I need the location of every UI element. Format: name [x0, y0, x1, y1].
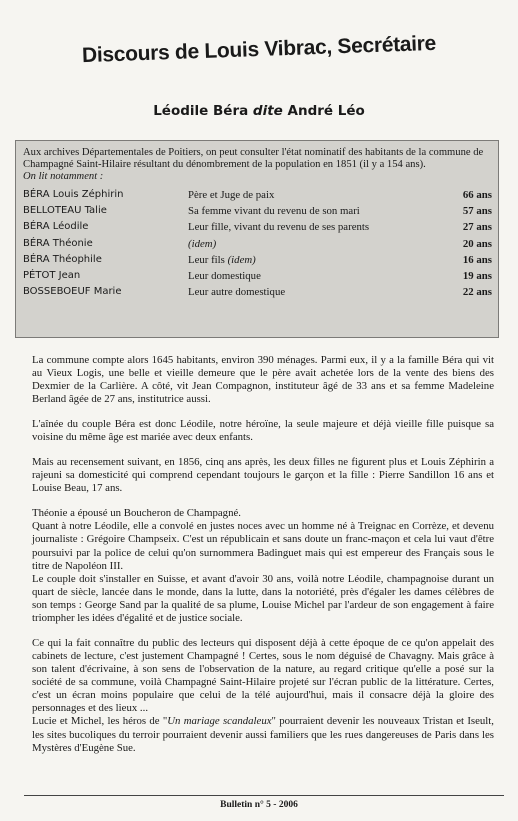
subtitle-alias: André Léo	[287, 103, 365, 119]
census-age: 57 ans	[462, 205, 492, 218]
paragraph: La commune compte alors 1645 habitants, environ 390 ménages. Parmi eux, il y a la famille Béra qui vit au Vieux Logis, une belle et vieille demeure que le père avait achetée lors de la vente des biens des Dexmier de la Carlière. A côté, vit Jean Compagnon, instituteur âgé de 33 ans et sa femme Madeleine Berland âgée de 27 ans, institutrice aussi.	[32, 354, 494, 406]
census-age: 27 ans	[462, 221, 492, 234]
article-body	[32, 354, 494, 755]
census-role	[188, 252, 428, 268]
census-box	[15, 140, 499, 338]
paragraph: Quant à notre Léodile, elle a convolé en justes noces avec un homme né à Treignac en Corrèze, et devenu journaliste : Grégoire Champseix. C'est un républicain et sans doute un franc-maçon et cela lui vaut d'être poursuivi par la police de celui qu'on surnommera Badinguet mais qui est empereur des Français sous le titre de Napoléon III.	[32, 520, 494, 572]
census-role: Leur domestique	[188, 270, 261, 283]
census-row	[23, 219, 492, 235]
footer-rule	[24, 795, 504, 796]
census-row	[23, 252, 492, 268]
census-role: Leur fille, vivant du revenu de ses parents	[188, 221, 370, 234]
paragraph: L'aînée du couple Béra est donc Léodile, notre héroïne, la seule majeure et déjà vieille fille puisque sa voisine du même âge est mariée avec deux enfants.	[32, 418, 494, 444]
census-name: PÉTOT Jean	[23, 270, 81, 282]
census-row	[23, 187, 492, 203]
census-on-lit: On lit notamment :	[23, 171, 104, 182]
census-role-text: Leur fils	[188, 253, 228, 266]
census-role-italic: (idem)	[188, 237, 217, 250]
paragraph: Théonie a épousé un Boucheron de Champagné.	[32, 507, 241, 520]
census-role: Leur autre domestique	[188, 286, 286, 299]
census-name: BOSSEBOEUF Marie	[23, 286, 122, 298]
census-role: Père et Juge de paix	[188, 189, 275, 202]
census-role	[188, 236, 428, 252]
census-role: Sa femme vivant du revenu de son mari	[188, 205, 360, 218]
census-row	[23, 203, 492, 219]
subtitle-name: Léodile Béra	[153, 103, 249, 119]
census-row	[23, 284, 492, 300]
census-age: 19 ans	[462, 270, 492, 283]
page-title: Discours de Louis Vibrac, Secrétaire	[81, 31, 437, 68]
census-name: BÉRA Théophile	[23, 253, 102, 265]
census-role-italic: (idem)	[227, 253, 256, 266]
census-age: 66 ans	[462, 189, 492, 202]
census-age: 16 ans	[462, 253, 492, 266]
census-name: BÉRA Louis Zéphirin	[23, 189, 124, 201]
paragraph: Ce qui la fait connaître du public des lecteurs qui disposent déjà à cette époque de ce qu'on appelait des cabinets de lecture, c'est justement Champagné ! Certes, sous le nom déguisé de Chavagny. Mais grâce à son talent d'écrivaine, à son sens de l'observation de la nature, au regard critique qu'elle a posé sur la société de sa commune, voilà Champagné Saint-Hilaire projeté sur l'écran public de la littérature. Certes, c'est un écran moins populaire que celui de la télé aujourd'hui, mais il consacre déjà la gloire des personnages et des lieux ...	[32, 636, 494, 715]
subtitle	[0, 103, 518, 119]
footer: Bulletin n° 5 - 2006	[220, 800, 298, 810]
paragraph-text: " pourraient devenir les nouveaux Tristan et Iseult, les sites bucoliques du terroir pourraient devenir aussi familiers que les rues dangereuses de Paris dans les Mystères d'Eugène Sue.	[32, 715, 495, 754]
census-row	[23, 236, 492, 252]
census-age: 20 ans	[462, 237, 492, 250]
census-row	[23, 268, 492, 284]
paragraph	[32, 715, 494, 754]
census-table	[23, 187, 492, 300]
paragraph: Mais au recensement suivant, en 1856, cinq ans après, les deux filles ne figurent plus et Louis Zéphirin a rajeuni sa domesticité qui comprend cependant toujours le garçon et la fille : Pierre Sandillon 16 ans et Louise Beau, 17 ans.	[32, 456, 494, 495]
paragraph: Le couple doit s'installer en Suisse, et avant d'avoir 30 ans, voilà notre Léodile, champagnoise durant un quart de siècle, lancée dans le monde, dans la lutte, dans la notoriété, près d'égaler les dames célèbres de son temps : George Sand par la qualité de sa plume, Louise Michel par l'ardeur de son engagement à faire triompher les idées d'égalité et de justice sociale.	[32, 572, 494, 624]
book-title: Un mariage scandaleux	[167, 715, 272, 728]
census-intro: Aux archives Départementales de Poitiers, on peut consulter l'état nominatif des habitants de la commune de Champagné Saint-Hilaire résultant du dénombrement de la population en 1851 (il y a 154 ans).	[23, 147, 484, 170]
census-name: BÉRA Léodile	[23, 221, 89, 233]
subtitle-dite: dite	[252, 103, 283, 119]
census-name: BELLOTEAU Talie	[23, 205, 107, 217]
census-age: 22 ans	[462, 286, 492, 299]
paragraph-text: Lucie et Michel, les héros de "	[32, 715, 168, 728]
census-name: BÉRA Théonie	[23, 237, 93, 249]
